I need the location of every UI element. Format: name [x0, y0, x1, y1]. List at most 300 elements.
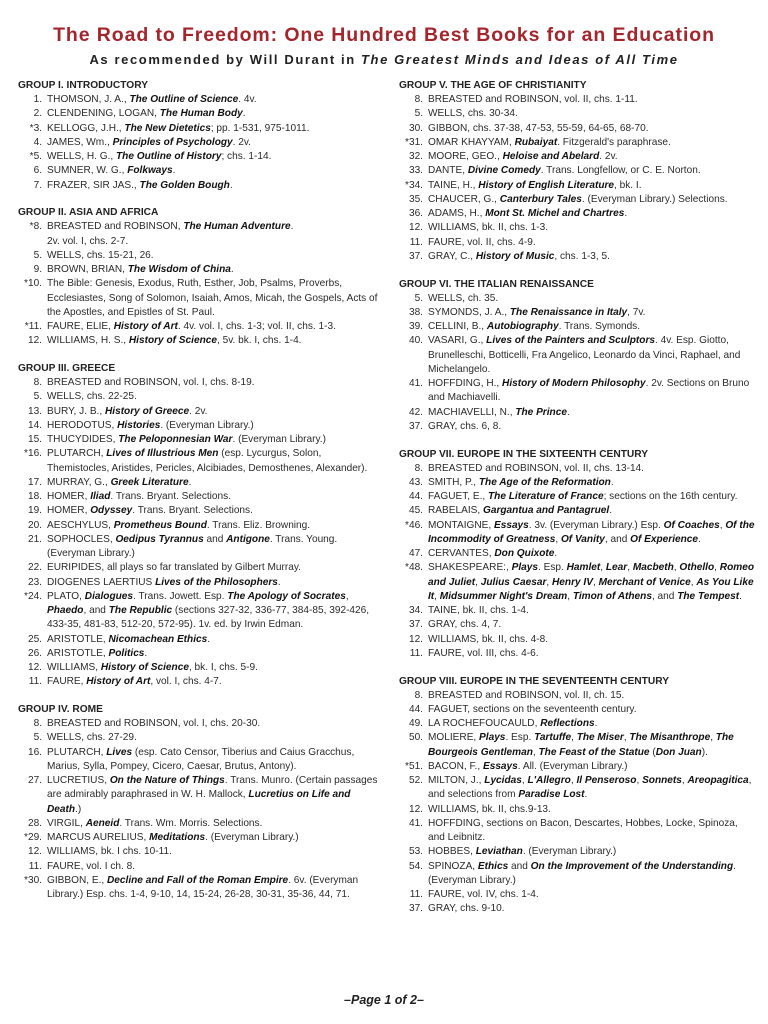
entry-text	[47, 433, 380, 447]
entry-text-part: HOFFDING, H.,	[428, 378, 503, 389]
entry-text-part: ,	[434, 590, 440, 602]
entry-text	[428, 306, 755, 320]
entry-text	[428, 292, 755, 306]
book-title: Lycidas	[484, 775, 522, 786]
entry-text-part: .	[566, 406, 570, 418]
entry-text	[428, 703, 755, 717]
entry-text-part: , bk. I.	[614, 179, 642, 191]
book-title: L'Allegro	[527, 775, 571, 786]
entry-text-part: BREASTED and ROBINSON, vol. II, chs. 1-11.	[428, 94, 638, 105]
entry-text-part: , chs. 1-3, 5.	[554, 250, 610, 262]
entry-text-part: . (Everyman Library.) Selections.	[581, 193, 728, 205]
entry-text-part: RABELAIS,	[428, 505, 483, 517]
entry-text	[47, 504, 380, 518]
entry-text	[428, 150, 755, 164]
book-entry	[399, 803, 755, 817]
entry-text-part: WELLS, chs. 22-25.	[47, 391, 137, 403]
entry-text-part: SHAKESPEARE:,	[428, 562, 512, 574]
entry-text-part: ,	[719, 519, 726, 531]
entry-text-part: WILLIAMS, bk. I chs. 10-11.	[47, 846, 172, 858]
entry-text-part: BROWN, BRIAN,	[47, 264, 128, 275]
entry-text-part: . Trans. Munro. (Certain passages are admirably paraphrased in W. H. Mallock,	[47, 775, 378, 801]
entry-number: 30.	[408, 122, 423, 134]
entry-text	[428, 136, 755, 150]
book-entry	[18, 334, 380, 348]
entry-text-part: LUCRETIUS,	[47, 775, 110, 786]
book-title: Romeo and Juliet	[428, 562, 754, 588]
entry-text-part: . (Everyman Library.)	[428, 860, 736, 886]
book-entry	[18, 774, 380, 817]
entry-number: *48.	[405, 562, 423, 574]
group-heading: GROUP IV. ROME	[18, 704, 103, 715]
book-entry	[18, 647, 380, 661]
book-group	[18, 703, 380, 902]
entry-number: 13.	[27, 405, 42, 417]
book-entry	[18, 519, 380, 533]
book-entry	[18, 136, 380, 150]
entry-text-part: . Trans. Longfellow, or C. E. Norton.	[540, 165, 701, 177]
book-entry	[18, 220, 380, 234]
entry-text-part: WELLS, chs. 27-29.	[47, 732, 137, 744]
group-heading: GROUP V. THE AGE OF CHRISTIANITY	[399, 80, 587, 91]
entry-number: 12.	[27, 662, 42, 673]
book-entry	[399, 164, 755, 178]
entry-text-part: .	[172, 165, 176, 177]
entry-text-part: BURY, J. B.,	[47, 405, 105, 417]
book-entry	[399, 633, 755, 647]
entry-text	[428, 618, 755, 632]
book-group	[399, 278, 755, 435]
entry-number: 11.	[28, 860, 42, 872]
group-heading: GROUP VIII. EUROPE IN THE SEVENTEENTH CENTURY	[399, 675, 670, 687]
entry-text	[428, 604, 755, 618]
entry-text-part: and	[203, 533, 227, 545]
entry-text-part: , 5v. bk. I, chs. 1-4.	[216, 335, 302, 347]
entry-text-part: ,	[567, 590, 573, 602]
entry-text	[428, 647, 755, 661]
entry-text-part: , and selections from	[428, 775, 752, 801]
entry-number	[18, 235, 47, 249]
entry-text	[47, 447, 380, 476]
entry-number: 43.	[408, 476, 423, 488]
entry-text-part: .	[290, 221, 294, 233]
entry-text-part: PLUTARCH,	[47, 746, 107, 758]
group-heading: GROUP I. INTRODUCTORY	[18, 80, 148, 91]
entry-number: *34.	[405, 179, 423, 191]
entry-text-part: . (Everyman Library.)	[232, 434, 326, 445]
entry-text-part: . 6v. (Everyman Library.) Esp. chs. 1-4, 9-10, 14, 15-24, 26-28, 30-31, 35-36, 44, 71.	[47, 874, 359, 900]
entry-text-part: FAURE, vol. III, chs. 4-6.	[428, 647, 539, 659]
book-title: The Tempest	[677, 590, 740, 602]
book-title: The Human Body	[159, 108, 243, 120]
book-entry	[399, 150, 755, 164]
entry-text	[47, 179, 380, 193]
book-title: Odyssey	[90, 505, 133, 517]
entry-number: 11.	[409, 236, 423, 248]
book-title: Paradise Lost	[518, 789, 585, 801]
entry-text-part: WELLS, H. G.,	[47, 151, 116, 162]
entry-text	[47, 675, 380, 689]
entry-text	[47, 277, 380, 320]
book-entry	[399, 122, 755, 136]
book-entry	[399, 689, 755, 703]
entry-number: 5.	[33, 391, 42, 403]
entry-text-part: SOPHOCLES,	[47, 533, 116, 545]
entry-text-part: ,	[623, 732, 630, 744]
book-title: The Peloponnesian War	[118, 434, 233, 445]
book-entry	[18, 405, 380, 419]
entry-text-part: FAURE, vol. IV, chs. 1-4.	[428, 889, 539, 900]
book-title: Lives of the Philosophers	[155, 576, 278, 588]
entry-text-part: CERVANTES,	[428, 548, 495, 559]
entry-text	[47, 576, 380, 590]
entry-text-part: ,	[710, 732, 716, 744]
book-title: Decline and Fall of the Roman Empire	[107, 874, 289, 886]
entry-text-part: ARISTOTLE,	[47, 647, 109, 659]
entry-number: 8.	[33, 718, 42, 729]
entry-text	[47, 376, 380, 390]
book-title: Lives of Illustrious Men	[106, 448, 219, 460]
entry-text-part: KELLOGG, J.H.,	[47, 122, 125, 134]
entry-text-part: FAURE, ELIE,	[47, 321, 114, 332]
book-entry	[399, 490, 755, 504]
entry-text-part: .	[698, 533, 701, 545]
entry-number: *8.	[29, 221, 42, 233]
entry-number: 47.	[408, 548, 423, 559]
entry-text-part: .	[207, 633, 211, 645]
entry-number: 22.	[27, 562, 42, 574]
book-entry	[399, 647, 755, 661]
entry-text	[47, 647, 380, 661]
entry-number: *24.	[24, 590, 42, 602]
book-group	[18, 206, 380, 348]
entry-text	[428, 420, 755, 434]
entry-text-part: , bk. I, chs. 5-9.	[188, 662, 258, 673]
book-title: The Renaissance in Italy	[509, 306, 628, 318]
book-title: Timon of Athens	[572, 590, 652, 602]
entry-text	[428, 236, 755, 250]
entry-text	[428, 122, 755, 136]
entry-text-part: MARCUS AURELIUS,	[47, 832, 150, 843]
entry-text-part: WILLIAMS, bk. II, chs. 4-8.	[428, 633, 549, 645]
entry-text-part: HOFFDING, sections on Bacon, Descartes, Hobbes, Locke, Spinoza, and Leibnitz.	[428, 817, 738, 843]
entry-number: 15.	[27, 434, 42, 445]
book-entry	[18, 419, 380, 433]
entry-text-part: BREASTED and ROBINSON,	[47, 221, 184, 233]
entry-text	[428, 221, 755, 235]
subtitle-prefix: As recommended by Will Durant in	[89, 52, 356, 67]
entry-number: 14.	[27, 419, 42, 431]
book-title: The Literature of France	[488, 491, 604, 502]
entry-number: 17.	[27, 476, 42, 488]
book-title: Mont St. Michel and Chartres	[485, 208, 625, 219]
entry-text	[428, 476, 755, 490]
entry-text	[428, 193, 755, 207]
entry-text-part: SUMNER, W. G.,	[47, 165, 128, 177]
entry-number: 12.	[408, 222, 423, 234]
entry-number: 50.	[408, 732, 423, 744]
entry-number: 6.	[33, 165, 42, 177]
entry-text	[47, 220, 380, 234]
entry-text	[428, 377, 755, 406]
book-entry	[18, 122, 380, 136]
book-title: History of Science	[128, 335, 217, 347]
entry-text	[428, 462, 755, 476]
book-title: Antigone	[226, 533, 270, 545]
book-title: The Apology of Socrates	[227, 590, 346, 602]
entry-text	[47, 405, 380, 419]
book-title: History of Art	[113, 321, 178, 332]
entry-text	[47, 476, 380, 490]
entry-text	[47, 519, 380, 533]
entry-number: *3.	[29, 122, 42, 134]
book-entry	[399, 406, 755, 420]
book-title: Julius Caesar	[480, 576, 547, 588]
entry-number: 37.	[408, 619, 423, 631]
entry-number: 28.	[27, 817, 42, 829]
entry-text-part: (	[649, 746, 656, 758]
entry-text	[47, 136, 380, 150]
book-entry	[18, 504, 380, 518]
entry-number: 39.	[408, 321, 423, 332]
book-title: On the Improvement of the Understanding	[530, 860, 734, 872]
entry-text-part: CELLINI, B.,	[428, 321, 487, 332]
entry-text-part: ,	[345, 590, 349, 602]
entry-text-part: SPINOZA,	[428, 860, 478, 872]
book-entry	[399, 604, 755, 618]
entry-text-part: ADAMS, H.,	[428, 208, 486, 219]
entry-text-part: . Trans. Symonds.	[558, 321, 641, 332]
entry-text-part: . Trans. Bryant. Selections.	[132, 505, 253, 517]
entry-text	[428, 93, 755, 107]
book-entry	[18, 746, 380, 775]
entry-text-part: . (Everyman Library.)	[160, 419, 254, 431]
entry-text	[428, 504, 755, 518]
page-title: The Road to Freedom: One Hundred Best Books for an Education	[53, 24, 715, 46]
entry-text-part: FAGUET, E.,	[428, 491, 489, 502]
book-title: Lives of the Painters and Sculptors	[486, 335, 655, 347]
book-title: The Human Adventure	[183, 221, 291, 233]
book-entry	[399, 504, 755, 518]
book-entry	[18, 590, 380, 633]
entry-text-part: ; chs. 1-14.	[221, 151, 272, 162]
book-title: Heloise and Abelard	[502, 151, 600, 162]
entry-text	[47, 633, 380, 647]
entry-number: 4.	[33, 136, 42, 148]
book-entry	[399, 774, 755, 803]
book-entry	[399, 420, 755, 434]
book-title: History of Science	[100, 662, 189, 673]
entry-number: 9.	[33, 264, 42, 275]
entry-text	[47, 249, 380, 263]
book-entry	[18, 831, 380, 845]
book-title: The Misanthrope	[629, 732, 711, 744]
book-title: Iliad	[90, 491, 111, 502]
entry-text-part: ,	[714, 562, 720, 574]
book-entry	[18, 277, 380, 320]
book-entry	[18, 731, 380, 745]
book-title: Plays	[511, 562, 538, 574]
book-title: Gargantua and Pantagruel	[482, 505, 610, 517]
book-title: The Outline of Science	[129, 94, 239, 105]
entry-text-part: ,	[690, 576, 697, 588]
entry-text	[47, 731, 380, 745]
entry-text	[428, 406, 755, 420]
book-title: Lear	[605, 562, 628, 574]
entry-text	[47, 320, 380, 334]
entry-number: 41.	[408, 817, 423, 829]
entry-number: 12.	[27, 335, 42, 347]
book-title: History of Greece	[104, 405, 190, 417]
entry-number: 19.	[27, 505, 42, 517]
entry-text	[47, 490, 380, 504]
group-heading: GROUP II. ASIA AND AFRICA	[18, 207, 159, 219]
entry-text-part: . 4v. vol. I, chs. 1-3; vol. II, chs. 1-3.	[177, 321, 336, 332]
book-entry	[18, 433, 380, 447]
entry-text-part: . Esp.	[537, 562, 567, 574]
entry-number: 12.	[408, 633, 423, 645]
entry-text-part: WILLIAMS,	[47, 662, 101, 673]
entry-text-part: .	[609, 505, 612, 517]
entry-text-part: .	[554, 548, 558, 559]
entry-text	[428, 817, 755, 846]
entry-number: 32.	[408, 151, 423, 162]
book-title: Reflections	[540, 718, 595, 729]
entry-text	[428, 633, 755, 647]
book-entry	[399, 845, 755, 859]
entry-text	[47, 164, 380, 178]
entry-text-part: .	[144, 647, 148, 659]
entry-text	[428, 490, 755, 504]
book-title: Of the Incommodity of Greatness	[428, 519, 755, 545]
book-title: Plays	[479, 732, 506, 744]
book-entry	[399, 236, 755, 250]
book-title: Of Vanity	[560, 533, 605, 545]
entry-number: 7.	[33, 179, 42, 191]
entry-text-part: PLATO,	[47, 590, 85, 602]
book-entry	[399, 334, 755, 377]
entry-text-part: HERODOTUS,	[47, 419, 118, 431]
entry-text	[47, 845, 380, 859]
book-entry	[399, 476, 755, 490]
entry-text	[428, 561, 755, 604]
book-group	[399, 448, 755, 662]
entry-number: 5.	[414, 292, 423, 304]
book-title: Dialogues	[84, 590, 134, 602]
book-title: The Miser	[576, 732, 624, 744]
entry-number: 25.	[27, 633, 42, 645]
entry-text	[428, 689, 755, 703]
book-title: The Bourgeois Gentleman	[428, 732, 734, 758]
entry-number: 12.	[27, 846, 42, 858]
book-title: Politics	[108, 647, 145, 659]
entry-number: 8.	[414, 94, 423, 105]
book-title: The Feast of the Statue	[538, 746, 650, 758]
book-title: Lives	[106, 746, 133, 758]
book-title: Essays	[493, 519, 529, 531]
book-title: Lucretius on Life and Death	[47, 789, 351, 815]
book-title: History of Modern Philosophy	[502, 378, 646, 389]
book-title: Nicomachean Ethics	[108, 633, 208, 645]
entry-text-part: PLUTARCH,	[47, 448, 107, 460]
entry-number: 11.	[409, 889, 423, 900]
entry-text-part: (sections 327-32, 336-77, 384-85, 392-426, 433-35, 481-83, 512-20, 572-95). 1v. ed. by Irwin Edman.	[47, 605, 370, 631]
entry-text-part: . (Everyman Library.)	[522, 846, 617, 858]
entry-text-part: . Trans. Bryant. Selections.	[110, 491, 232, 502]
entry-text	[47, 93, 380, 107]
entry-text-part: EURIPIDES, all plays so far translated by Gilbert Murray.	[47, 562, 301, 574]
page-subtitle	[0, 52, 768, 67]
entry-text	[47, 122, 380, 136]
entry-text-part: JAMES, Wm.,	[47, 136, 113, 148]
entry-text-part: FRAZER, SIR JAS.,	[47, 179, 140, 191]
entry-text-part: .	[277, 576, 281, 588]
book-title: Ethics	[477, 860, 509, 872]
entry-text	[47, 263, 380, 277]
group-heading: GROUP VI. THE ITALIAN RENAISSANCE	[399, 278, 594, 290]
book-entry	[399, 888, 755, 902]
left-column	[18, 79, 380, 916]
entry-number: *46.	[405, 519, 423, 531]
entry-text-part: WILLIAMS, bk. II, chs.9-13.	[428, 803, 551, 815]
book-title: Henry IV	[552, 576, 593, 588]
entry-text-part: BREASTED and ROBINSON, vol. I, chs. 8-19.	[47, 377, 255, 388]
entry-text-part: MACHIAVELLI, N.,	[428, 406, 516, 418]
book-title: Aeneid	[85, 817, 120, 829]
entry-number: 27.	[27, 775, 42, 786]
entry-text-part: .	[242, 108, 246, 120]
entry-text-part: . 2v.	[232, 136, 251, 148]
entry-number: 18.	[27, 491, 42, 502]
book-entry	[18, 249, 380, 263]
entry-text-part: GRAY, chs. 6, 8.	[428, 420, 502, 432]
entry-number: 11.	[409, 647, 423, 659]
entry-text-part: LA ROCHEFOUCAULD,	[428, 718, 541, 729]
entry-text-part: HOMER,	[47, 491, 91, 502]
entry-number: 34.	[408, 605, 423, 616]
entry-text-part: ,	[571, 732, 577, 744]
entry-text	[428, 803, 755, 817]
entry-number: 23.	[27, 576, 42, 588]
entry-number: 21.	[27, 533, 42, 545]
book-entry	[399, 902, 755, 916]
entry-text-part: CLENDENING, LOGAN,	[47, 108, 160, 120]
book-title: The Age of the Reformation	[478, 476, 611, 488]
book-group	[399, 675, 755, 917]
book-title: Tartuffe	[534, 732, 572, 744]
entry-text-part: .	[610, 476, 614, 488]
entry-text-part: .	[188, 476, 192, 488]
book-title: Midsummer Night's Dream	[439, 590, 568, 602]
entry-text-part: AESCHYLUS,	[47, 519, 114, 531]
entry-text	[47, 831, 380, 845]
book-title: Areopagitica	[687, 775, 749, 786]
entry-text-part: . Trans. Eliz. Browning.	[206, 519, 311, 531]
book-entry	[399, 136, 755, 150]
book-entry	[399, 561, 755, 604]
entry-text	[47, 661, 380, 675]
entry-number: 33.	[408, 165, 423, 177]
entry-number: 26.	[27, 647, 42, 659]
book-entry	[18, 376, 380, 390]
book-title: Don Juan	[655, 746, 702, 758]
entry-text-part: and	[508, 860, 531, 872]
book-entry	[399, 377, 755, 406]
entry-text-part: ,	[592, 576, 599, 588]
book-title: Merchant of Venice	[598, 576, 691, 588]
book-title: Folkways	[127, 165, 173, 177]
entry-text-part: CHAUCER, G.,	[428, 193, 500, 205]
